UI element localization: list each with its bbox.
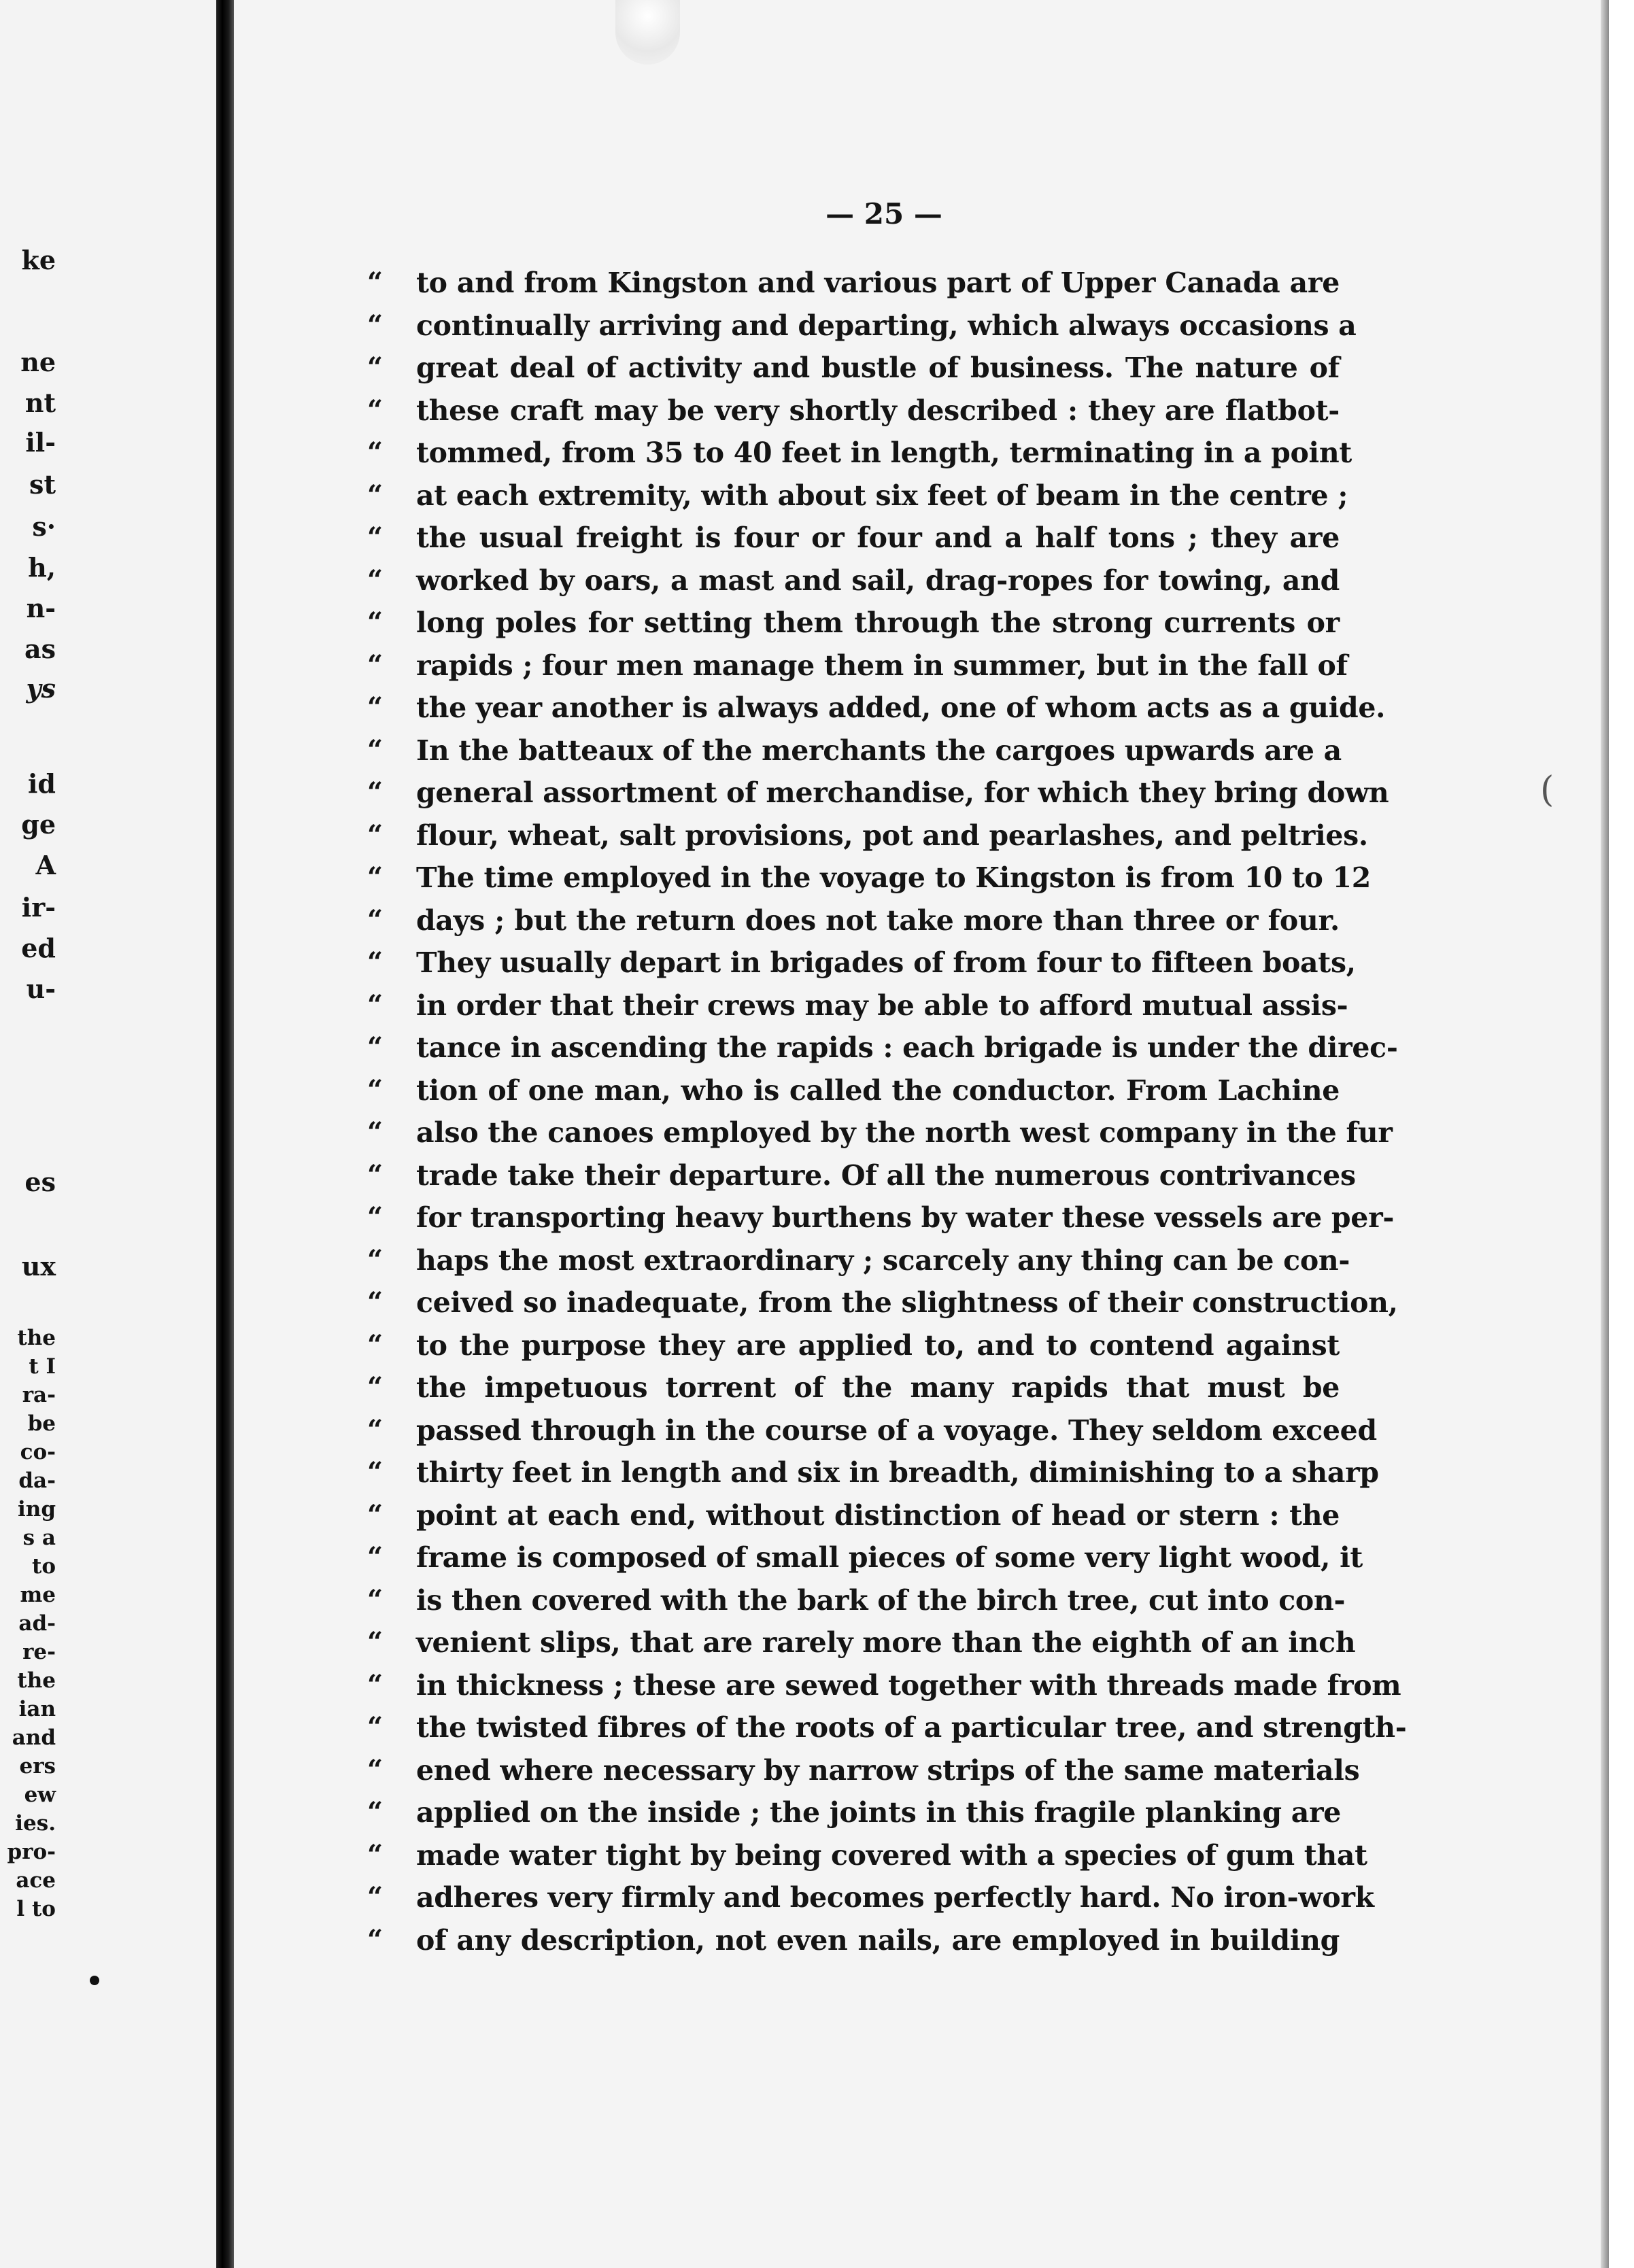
text-line <box>367 1876 1374 1919</box>
left-page-fragment: the <box>17 1326 56 1350</box>
quote-mark: “ <box>367 1796 384 1828</box>
line-text: thirty feet in length and six in breadth, diminishing to a sharp <box>416 1456 1379 1489</box>
text-line <box>367 1749 1360 1792</box>
text-line <box>367 899 1340 942</box>
left-page-fragment: re- <box>22 1640 56 1664</box>
left-page-fragment: ing <box>18 1497 56 1522</box>
text-line <box>367 814 1368 857</box>
line-text: long poles for setting them through the strong currents or <box>416 606 1340 639</box>
quote-mark: “ <box>367 734 384 766</box>
page-edge <box>1601 0 1609 2268</box>
line-text: to the purpose they are applied to, and to contend against <box>416 1328 1340 1362</box>
left-page-fragment: and <box>12 1725 56 1750</box>
left-page-fragment: A <box>35 850 56 880</box>
quote-mark: “ <box>367 1923 384 1956</box>
left-page-fragment: l to <box>16 1897 56 1921</box>
left-page-fragment: ys <box>26 673 56 704</box>
text-line <box>367 305 1357 347</box>
quote-mark: “ <box>367 691 384 723</box>
text-line <box>367 1324 1340 1367</box>
text-line <box>367 262 1340 305</box>
line-text: They usually depart in brigades of from four to fifteen boats, <box>416 946 1356 979</box>
quote-mark: “ <box>367 1583 384 1616</box>
left-page-fragment: id <box>27 768 56 799</box>
quote-mark: “ <box>367 1328 384 1361</box>
text-line <box>367 1791 1340 1834</box>
quote-mark: “ <box>367 819 384 851</box>
quote-mark: “ <box>367 1881 384 1913</box>
line-text: flour, wheat, salt provisions, pot and pearlashes, and peltries. <box>416 819 1368 852</box>
quote-mark: “ <box>367 1753 384 1786</box>
line-text: trade take their departure. Of all the numerous contrivances <box>416 1158 1356 1192</box>
quote-mark: “ <box>367 1201 384 1233</box>
quote-mark: “ <box>367 1626 384 1658</box>
left-page-fragment: ux <box>21 1251 56 1282</box>
line-text: for transporting heavy burthens by water these vessels are per- <box>416 1201 1395 1234</box>
left-page-fragment: n- <box>26 593 56 623</box>
scan-background <box>1609 0 1634 2268</box>
left-page-fragment: the <box>17 1668 56 1693</box>
text-line <box>367 560 1340 602</box>
line-text: the usual freight is four or four and a half tons ; they are <box>416 521 1340 554</box>
text-line <box>367 1494 1340 1537</box>
line-text: ceived so inadequate, from the slightness of their construction, <box>416 1286 1398 1319</box>
text-line <box>367 729 1340 772</box>
left-page-fragment: da- <box>18 1468 56 1493</box>
line-text: rapids ; four men manage them in summer, but in the fall of <box>416 649 1348 682</box>
line-text: continually arriving and departing, which always occasions a <box>416 309 1357 342</box>
left-page-fragment: me <box>20 1583 56 1607</box>
line-text: venient slips, that are rarely more than the eighth of an inch <box>416 1626 1356 1659</box>
quote-mark: “ <box>367 1031 384 1063</box>
quote-mark: “ <box>367 1838 384 1871</box>
quote-mark: “ <box>367 1158 384 1191</box>
line-text: the impetuous torrent of the many rapids that must be <box>416 1371 1340 1404</box>
line-text: point at each end, without distinction of head or stern : the <box>416 1498 1340 1532</box>
quote-mark: “ <box>367 1456 384 1488</box>
quote-mark: “ <box>367 436 384 468</box>
quote-mark: “ <box>367 861 384 893</box>
line-text: general assortment of merchandise, for which they bring down <box>416 776 1389 809</box>
quote-mark: “ <box>367 267 384 298</box>
quote-mark: “ <box>367 394 384 426</box>
text-line <box>367 1579 1346 1622</box>
text-line <box>367 517 1340 560</box>
left-page-fragment: ad- <box>18 1611 56 1636</box>
left-page-fragment: ra- <box>22 1383 56 1407</box>
text-line <box>367 1239 1350 1282</box>
left-page-fragment: ke <box>21 245 56 275</box>
text-line <box>367 1197 1395 1239</box>
quote-mark: “ <box>367 1413 384 1446</box>
quote-mark: “ <box>367 649 384 681</box>
left-page-fragment: t I <box>29 1354 56 1379</box>
line-text: the twisted fibres of the roots of a particular tree, and strength- <box>416 1711 1407 1744</box>
line-text: days ; but the return does not take more than three or four. <box>416 904 1340 937</box>
text-line <box>367 1621 1356 1664</box>
left-page-fragment: as <box>24 634 56 664</box>
left-page-fragment: ace <box>16 1868 56 1893</box>
left-page-fragment: to <box>32 1554 56 1579</box>
left-page-fragment: be <box>27 1411 56 1436</box>
quote-mark: “ <box>367 1116 384 1148</box>
text-line <box>367 984 1348 1027</box>
line-text: at each extremity, with about six feet of beam in the centre ; <box>416 479 1348 512</box>
text-line <box>367 942 1356 984</box>
left-page-fragment: ian <box>18 1697 56 1721</box>
quote-mark: “ <box>367 1711 384 1743</box>
left-page-fragment: es <box>24 1167 56 1197</box>
line-text: tance in ascending the rapids : each brigade is under the direc- <box>416 1031 1398 1064</box>
line-text: of any description, not even nails, are employed in building <box>416 1923 1340 1957</box>
text-line <box>367 475 1348 517</box>
line-text: haps the most extraordinary ; scarcely any thing can be con- <box>416 1243 1350 1277</box>
line-text: made water tight by being covered with a species of gum that <box>416 1838 1367 1872</box>
text-line <box>367 1919 1340 1962</box>
quote-mark: “ <box>367 989 384 1021</box>
ink-dot <box>90 1976 99 1985</box>
line-text: tommed, from 35 to 40 feet in length, terminating in a point <box>416 436 1352 469</box>
quote-mark: “ <box>367 904 384 936</box>
text-line <box>367 390 1340 432</box>
margin-mark: ( <box>1540 770 1554 810</box>
line-text: applied on the inside ; the joints in this fragile planking are <box>416 1796 1342 1829</box>
quote-mark: “ <box>367 309 384 341</box>
quote-mark: “ <box>367 479 384 511</box>
quote-mark: “ <box>367 1371 384 1403</box>
text-line <box>367 347 1340 390</box>
book-gutter <box>216 0 234 2268</box>
text-line <box>367 1154 1356 1197</box>
line-text: to and from Kingston and various part of Upper Canada are <box>416 267 1340 299</box>
left-page-fragment: s a <box>22 1526 56 1550</box>
text-line <box>367 772 1389 814</box>
quote-mark: “ <box>367 1498 384 1531</box>
text-line <box>367 1834 1367 1877</box>
line-text: in thickness ; these are sewed together with threads made from <box>416 1668 1401 1702</box>
text-line <box>367 602 1340 645</box>
quote-mark: “ <box>367 1541 384 1573</box>
text-line <box>367 432 1352 475</box>
page-number: — 25 — <box>825 197 942 230</box>
line-text: passed through in the course of a voyage. They seldom exceed <box>416 1413 1377 1447</box>
quote-mark: “ <box>367 1073 384 1106</box>
quote-mark: “ <box>367 1668 384 1701</box>
quote-mark: “ <box>367 564 384 596</box>
text-line <box>367 1112 1393 1154</box>
left-page-fragment: ir- <box>21 892 56 923</box>
quote-mark: “ <box>367 1243 384 1276</box>
paper-blemish <box>615 0 680 65</box>
quote-mark: “ <box>367 1286 384 1318</box>
line-text: In the batteaux of the merchants the cargoes upwards are a <box>416 734 1342 767</box>
line-text: the year another is always added, one of whom acts as a guide. <box>416 691 1386 724</box>
text-line <box>367 1027 1398 1069</box>
left-page-fragment: s· <box>32 511 56 542</box>
left-page-fragment: ed <box>21 933 56 963</box>
text-line <box>367 1069 1340 1112</box>
line-text: tion of one man, who is called the conductor. From Lachine <box>416 1073 1340 1107</box>
text-line <box>367 1409 1377 1452</box>
text-line <box>367 1706 1407 1749</box>
quote-mark: “ <box>367 946 384 978</box>
line-text: The time employed in the voyage to Kingston is from 10 to 12 <box>416 861 1372 894</box>
line-text: ened where necessary by narrow strips of the same materials <box>416 1753 1360 1787</box>
text-line <box>367 1536 1363 1579</box>
left-page-fragment: ies. <box>15 1811 56 1836</box>
line-text: adheres very firmly and becomes perfectly hard. No iron-work <box>416 1881 1374 1914</box>
line-text: worked by oars, a mast and sail, drag-ropes for towing, and <box>416 564 1340 597</box>
text-line <box>367 1664 1401 1707</box>
line-text: great deal of activity and bustle of business. The nature of <box>416 351 1340 384</box>
left-page-fragment: h, <box>28 552 56 583</box>
quote-mark: “ <box>367 776 384 808</box>
left-page <box>0 0 216 2268</box>
text-line <box>367 1282 1398 1324</box>
text-line <box>367 1367 1340 1409</box>
left-page-fragment: u- <box>26 974 56 1004</box>
quote-mark: “ <box>367 606 384 638</box>
line-text: these craft may be very shortly described : they are flatbot- <box>416 394 1340 427</box>
line-text: frame is composed of small pieces of some very light wood, it <box>416 1541 1363 1574</box>
left-page-fragment: nt <box>24 388 56 418</box>
quote-mark: “ <box>367 351 384 383</box>
text-line <box>367 687 1386 729</box>
line-text: also the canoes employed by the north west company in the fur <box>416 1116 1393 1149</box>
text-line <box>367 1451 1379 1494</box>
left-page-fragment: ew <box>24 1783 56 1807</box>
left-page-fragment: st <box>29 469 56 500</box>
text-column <box>367 262 1407 1961</box>
left-page-fragment: ne <box>20 347 56 377</box>
left-page-fragment: pro- <box>7 1840 56 1864</box>
left-page-fragment: co- <box>20 1440 56 1464</box>
left-page-fragment: ers <box>19 1754 56 1779</box>
left-page-fragment: il- <box>25 427 56 458</box>
text-line <box>367 857 1372 899</box>
line-text: in order that their crews may be able to afford mutual assis- <box>416 989 1348 1022</box>
text-line <box>367 645 1348 687</box>
quote-mark: “ <box>367 521 384 553</box>
left-page-fragment: ge <box>21 809 56 840</box>
line-text: is then covered with the bark of the birch tree, cut into con- <box>416 1583 1346 1617</box>
